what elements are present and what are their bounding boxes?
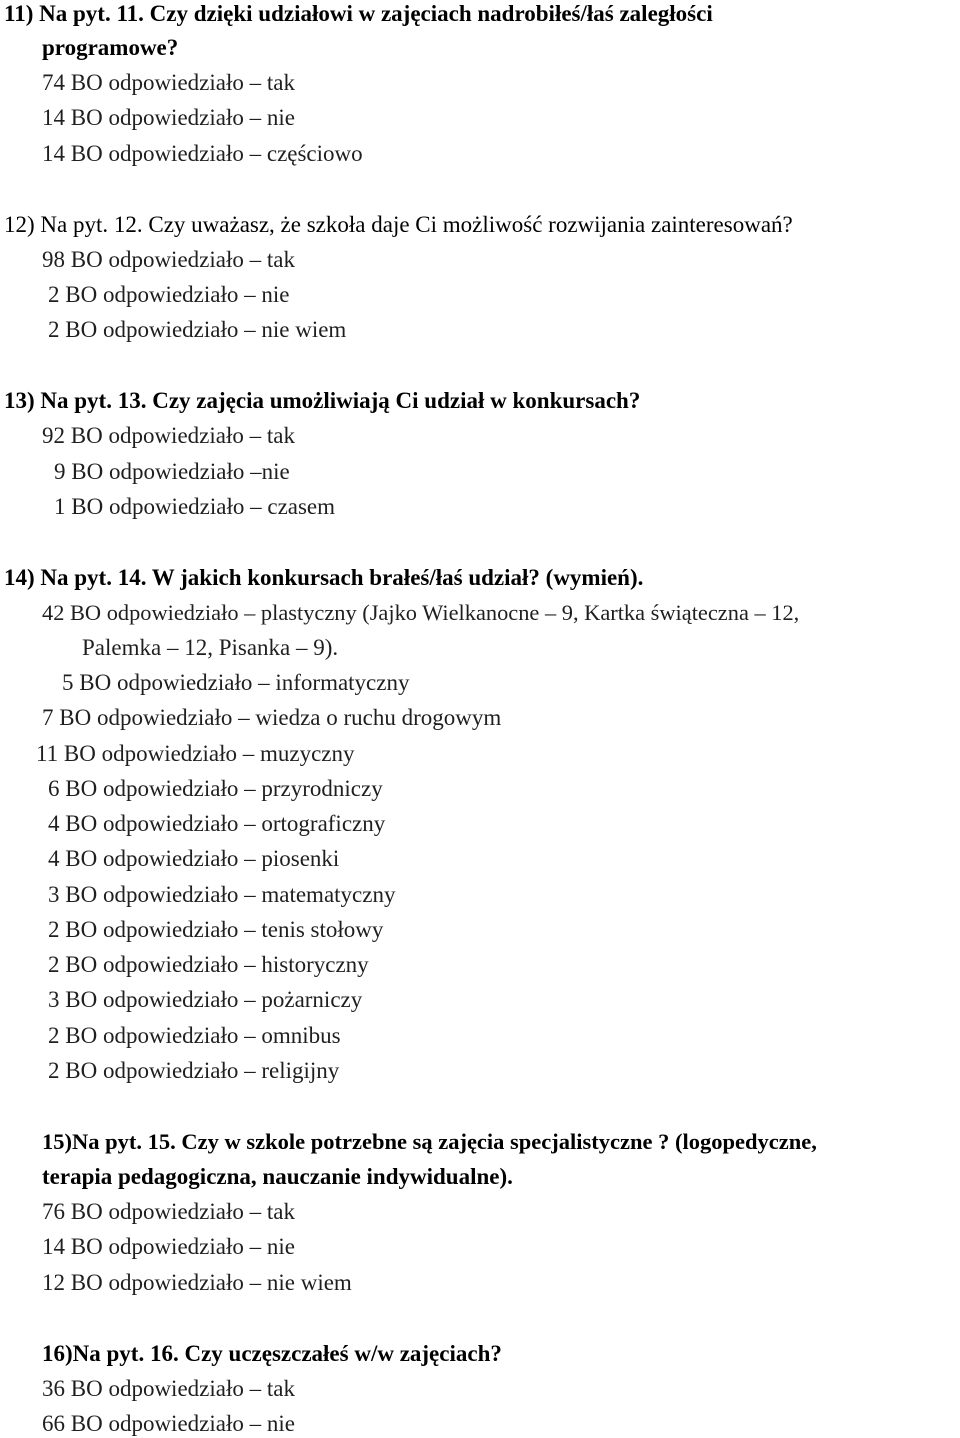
answer-line: 76 BO odpowiedziało – tak: [42, 1199, 295, 1224]
question-15-title: 15)Na pyt. 15. Czy w szkole potrzebne są zajęcia specjalistyczne ? (logopedyczne,: [42, 1129, 817, 1154]
answer-line: 14 BO odpowiedziało – nie: [42, 105, 295, 130]
answer-line: 3 BO odpowiedziało – matematyczny: [48, 882, 396, 907]
answer-line: 92 BO odpowiedziało – tak: [42, 423, 295, 448]
question-11-title-cont: programowe?: [42, 35, 179, 60]
question-11-title: 11) Na pyt. 11. Czy dzięki udziałowi w zajęciach nadrobiłeś/łaś zaległości: [4, 1, 713, 26]
question-16-title: 16)Na pyt. 16. Czy uczęszczałeś w/w zajęciach?: [42, 1341, 502, 1366]
answer-line: 2 BO odpowiedziało – omnibus: [48, 1023, 341, 1048]
answer-line: 74 BO odpowiedziało – tak: [42, 70, 295, 95]
answer-line: 5 BO odpowiedziało – informatyczny: [62, 670, 410, 695]
question-15-title-cont: terapia pedagogiczna, nauczanie indywidualne).: [42, 1164, 513, 1189]
answer-line: 42 BO odpowiedziało – plastyczny (Jajko Wielkanocne – 9, Kartka świąteczna – 12,: [42, 600, 800, 625]
answer-line: 36 BO odpowiedziało – tak: [42, 1376, 295, 1401]
answer-line: 3 BO odpowiedziało – pożarniczy: [48, 987, 363, 1012]
answer-line: 4 BO odpowiedziało – piosenki: [48, 846, 340, 871]
answer-line: 1 BO odpowiedziało – czasem: [54, 494, 336, 519]
question-13-title: 13) Na pyt. 13. Czy zajęcia umożliwiają Ci udział w konkursach?: [4, 388, 641, 413]
answer-line: Palemka – 12, Pisanka – 9).: [82, 635, 339, 660]
answer-line: 4 BO odpowiedziało – ortograficzny: [48, 811, 386, 836]
answer-line: 11 BO odpowiedziało – muzyczny: [36, 741, 355, 766]
answer-line: 14 BO odpowiedziało – częściowo: [42, 141, 363, 166]
answer-line: 14 BO odpowiedziało – nie: [42, 1234, 295, 1259]
answer-line: 66 BO odpowiedziało – nie: [42, 1411, 295, 1436]
answer-line: 2 BO odpowiedziało – nie wiem: [48, 317, 347, 342]
answer-line: 12 BO odpowiedziało – nie wiem: [42, 1270, 352, 1295]
answer-line: 6 BO odpowiedziało – przyrodniczy: [48, 776, 383, 801]
answer-line: 9 BO odpowiedziało –nie: [54, 459, 290, 484]
question-12-title: 12) Na pyt. 12. Czy uważasz, że szkoła daje Ci możliwość rozwijania zainteresowań?: [4, 212, 793, 237]
answer-line: 2 BO odpowiedziało – historyczny: [48, 952, 369, 977]
question-14-title: 14) Na pyt. 14. W jakich konkursach brałeś/łaś udział? (wymień).: [4, 565, 644, 590]
answer-line: 2 BO odpowiedziało – tenis stołowy: [48, 917, 384, 942]
answer-line: 7 BO odpowiedziało – wiedza o ruchu drogowym: [42, 705, 502, 730]
answer-line: 2 BO odpowiedziało – nie: [48, 282, 290, 307]
answer-line: 98 BO odpowiedziało – tak: [42, 247, 295, 272]
answer-line: 2 BO odpowiedziało – religijny: [48, 1058, 340, 1083]
